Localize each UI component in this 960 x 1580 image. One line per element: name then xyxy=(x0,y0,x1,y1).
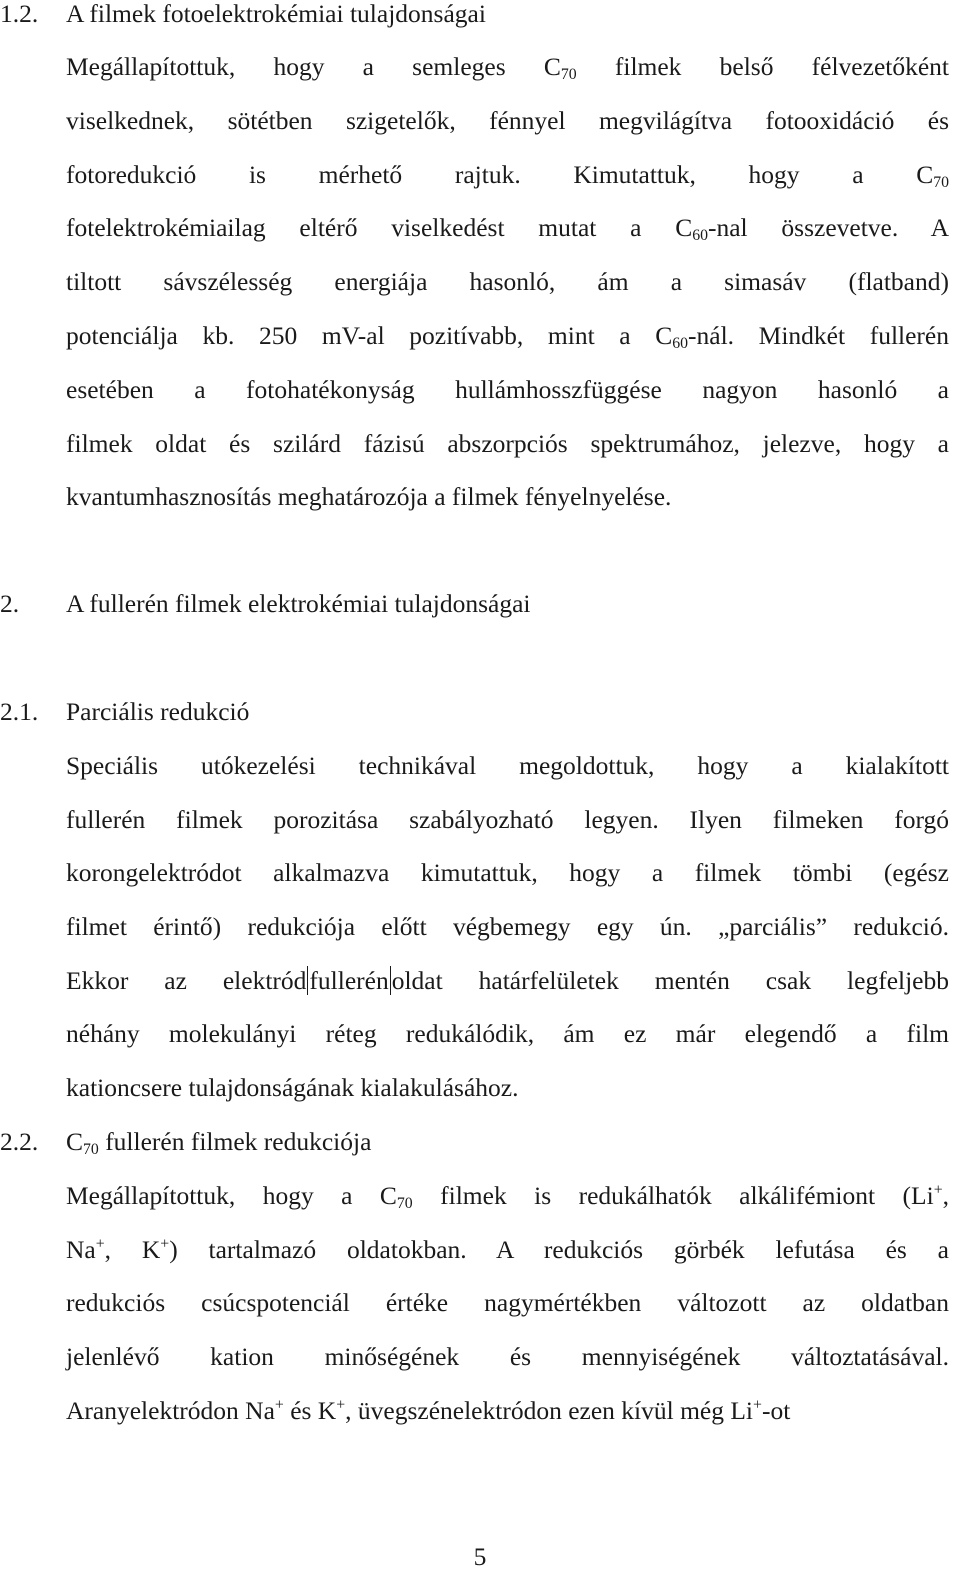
paragraph-line: filmek oldat és szilárd fázisú abszorpciós spektrumához, jelezve, hogy a xyxy=(66,429,949,458)
section-number: 2.2. xyxy=(0,1127,39,1156)
interface-bar xyxy=(390,966,391,995)
paragraph-line: kvantumhasznosítás meghatározója a filmek fényelnyelése. xyxy=(66,482,672,511)
paragraph-line: korongelektródot alkalmazva kimutattuk, hogy a filmek tömbi (egész xyxy=(66,858,949,887)
paragraph-line: jelenlévő kation minőségének és mennyiségének változtatásával. xyxy=(66,1342,949,1371)
section-number: 2. xyxy=(0,589,20,618)
section-title: Parciális redukció xyxy=(66,697,250,726)
paragraph-line: filmet érintő) redukciója előtt végbemegy egy ún. „parciális” redukció. xyxy=(66,912,949,941)
paragraph-line: viselkednek, sötétben szigetelők, fénnyel megvilágítva fotooxidáció és xyxy=(66,106,949,135)
paragraph-line: redukciós csúcspotenciál értéke nagymértékben változott az oldatban xyxy=(66,1288,949,1317)
paragraph-line: tiltott sávszélesség energiája hasonló, ám a simasáv (flatband) xyxy=(66,267,949,296)
section-heading-2-1 xyxy=(0,692,249,732)
paragraph-line: Na+, K+) tartalmazó oldatokban. A redukciós görbék lefutása és a xyxy=(66,1235,949,1264)
paragraph-line: Ekkor az elektród fullerén oldat határfelületek mentén csak legfeljebb xyxy=(66,966,949,995)
section-number: 2.1. xyxy=(0,697,39,726)
paragraph-line: fotelektrokémiailag eltérő viselkedést mutat a $C_{60}$-nal összevetve. A xyxy=(66,213,949,244)
section-heading-1-2 xyxy=(0,0,486,34)
paragraph-line: fullerén filmek porozitása szabályozható legyen. Ilyen filmeken forgó xyxy=(66,805,949,834)
section-title: $C_{70}$ fullerén filmek redukciója xyxy=(66,1127,372,1158)
paragraph-line: potenciálja kb. 250 mV-al pozitívabb, mint a $C_{60}$-nál. Mindkét fullerén xyxy=(66,321,949,352)
page-number: 5 xyxy=(473,1542,487,1571)
paragraph-line: esetében a fotohatékonyság hullámhosszfüggése nagyon hasonló a xyxy=(66,375,949,404)
paragraph-line: Megállapítottuk, hogy a semleges $C_{70}$ filmek belső félvezetőként xyxy=(66,52,950,83)
paragraph-line: Aranyelektródon Na+ és K+, üvegszénelektródon ezen kívül még Li+-ot xyxy=(66,1396,791,1425)
paragraph-line: fotoredukció is mérhető rajtuk. Kimutattuk, hogy a $C_{70}$ xyxy=(66,160,949,191)
section-title: A fullerén filmek elektrokémiai tulajdonságai xyxy=(66,589,531,618)
section-title: A filmek fotoelektrokémiai tulajdonságai xyxy=(66,0,486,28)
paragraph-line: Speciális utókezelési technikával megoldottuk, hogy a kialakított xyxy=(66,751,949,780)
section-heading-2 xyxy=(0,584,531,624)
section-number: 1.2. xyxy=(0,0,39,28)
paragraph-line: kationcsere tulajdonságának kialakulásához. xyxy=(66,1073,519,1102)
paragraph-line: Megállapítottuk, hogy a $C_{70}$ filmek is redukálhatók alkálifémiont (Li+, xyxy=(66,1181,949,1212)
section-heading-2-2 xyxy=(0,1122,371,1162)
paragraph-line: néhány molekulányi réteg redukálódik, ám ez már elegendő a film xyxy=(66,1019,949,1048)
